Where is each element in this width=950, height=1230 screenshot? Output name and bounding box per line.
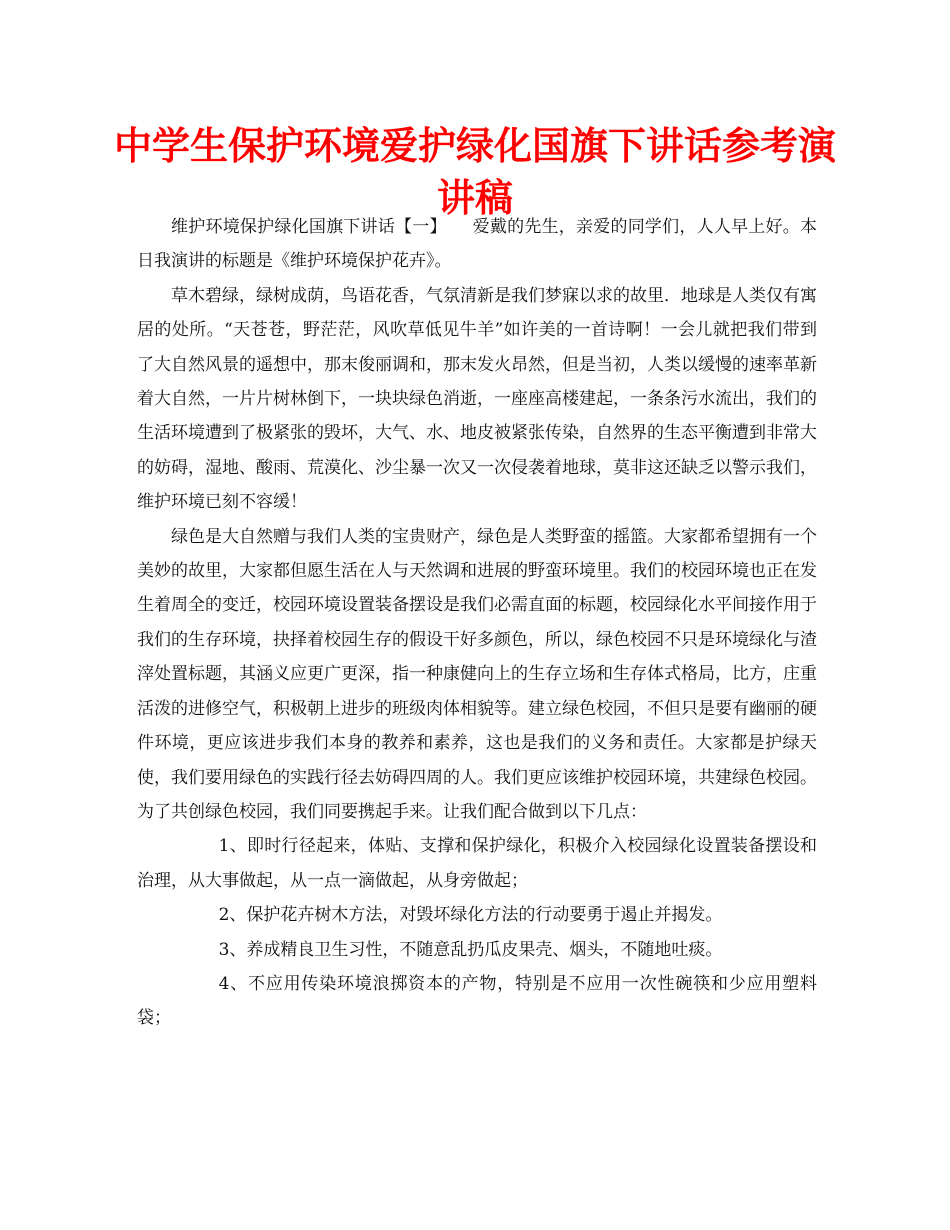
document-title: 中学生保护环境爱护绿化国旗下讲话参考演讲稿 — [113, 124, 836, 220]
list-item-3: 3、养成精良卫生习性，不随意乱扔瓜皮果壳、烟头，不随地吐痰。 — [218, 939, 723, 960]
paragraph-environment: 草木碧绿，绿树成荫，鸟语花香，气氛清新是我们梦寐以求的故里．地球是人类仅有寓居的处所。“天苍苍，野茫茫，风吹草低见牛羊”如许美的一首诗啊！一会儿就把我们带到了大自然风景的遥想中，那末俊丽调和，那末发火昂然，但是当初，人类以缓慢的速率革新着大自然，一片片树林倒下，一块块绿色消逝，一座座高楼建起，一条条污水流出，我们的生活环境遭到了极紧张的毁坏，大气、水、地皮被紧张传染，自然界的生态平衡遭到非常大的妨碍，湿地、酸雨、荒漠化、沙尘暴一次又一次侵袭着地球，莫非这还缺乏以警示我们，维护环境已刻不容缓！ — [137, 285, 817, 513]
list-item-4: 4、不应用传染环境浪掷资本的产物，特别是不应用一次性碗筷和少应用塑料袋； — [137, 973, 817, 1029]
list-item-1: 1、即时行径起来，体贴、支撑和保护绿化，积极介入校园绿化设置装备摆设和治理，从大事做起，从一点一滴做起，从身旁做起； — [137, 836, 817, 891]
list-item-2: 2、保护花卉树木方法，对毁坏绿化方法的行动要勇于遏止并揭发。 — [218, 905, 723, 926]
document-body — [137, 210, 817, 1036]
paragraph-green-campus: 绿色是大自然赠与我们人类的宝贵财产，绿色是人类野蛮的摇篮。大家都希望拥有一个美妙的故里，大家都但愿生活在人与天然调和进展的野蛮环境里。我们的校园环境也正在发生着周全的变迁，校园环境设置装备摆设是我们必需直面的标题，校园绿化水平间接作用于我们的生存环境，抉择着校园生存的假设干好多颜色，所以，绿色校园不只是环境绿化与渣滓处置标题，其涵义应更广更深，指一种康健向上的生存立场和生存体式格局，比方，庄重活泼的进修空气，积极朝上进步的班级肉体相貌等。建立绿色校园，不但只是要有幽丽的硬件环境，更应该进步我们本身的教养和素养，这也是我们的义务和责任。大家都是护绿天使，我们要用绿色的实践行径去妨碍四周的人。我们更应该维护校园环境，共建绿色校园。为了共创绿色校园，我们同要携起手来。让我们配合做到以下几点： — [137, 526, 817, 822]
paragraph-intro: 维护环境保护绿化国旗下讲话【一】 爱戴的先生，亲爱的同学们，人人早上好。本日我演讲的标题是《维护环境保护花卉》。 — [137, 217, 817, 272]
